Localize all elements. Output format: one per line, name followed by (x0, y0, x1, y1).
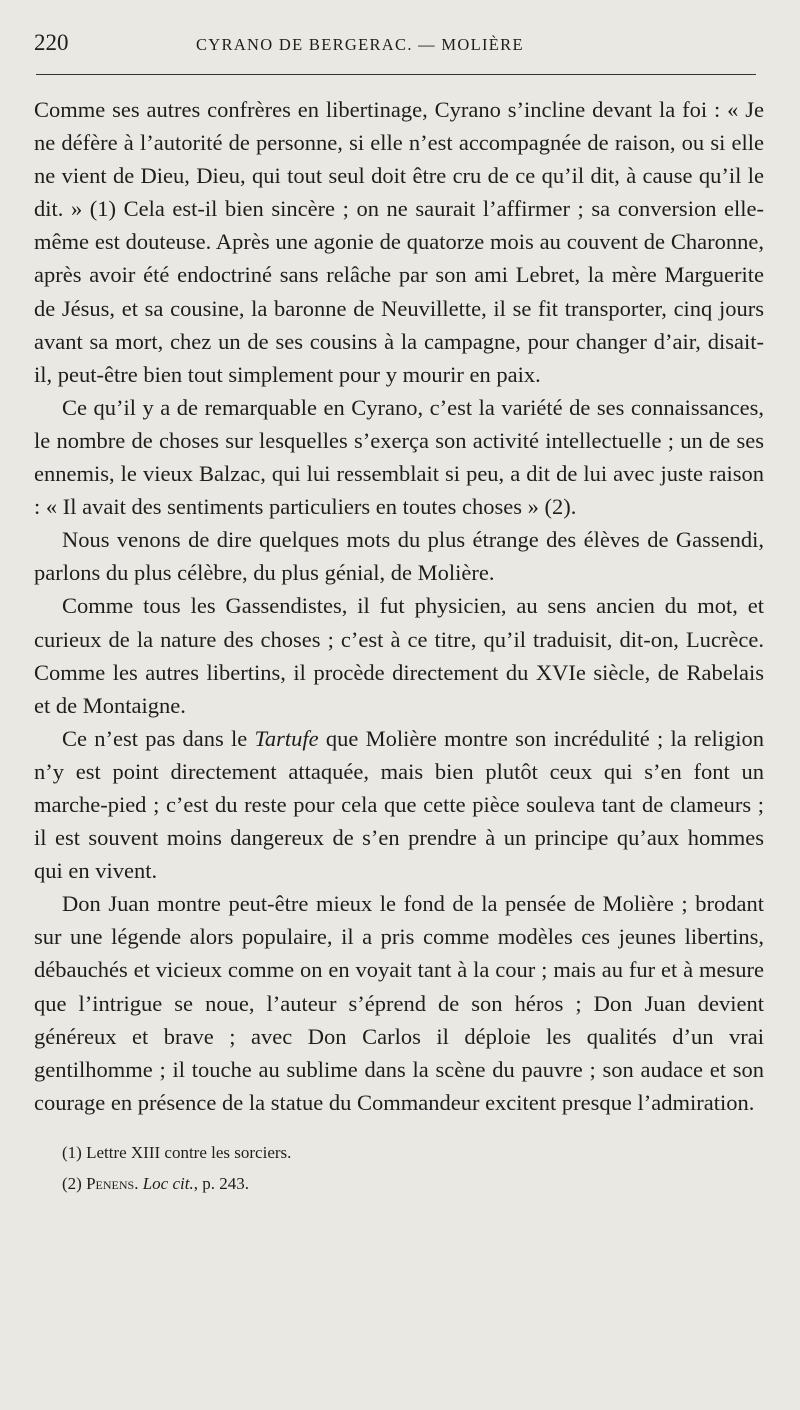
body-text (34, 93, 764, 1119)
paragraph-1: Comme ses autres confrères en libertinage, Cyrano s’incline devant la foi : « Je ne défère à l’autorité de personne, si elle n’est accompagnée de raison, ou si elle ne vient de Dieu, Dieu, qui tout seul doit être cru de ce qu’il dit, à cause qu’il le dit. » (1) Cela est-il bien sincère ; on ne saurait l’affirmer ; sa conversion elle-même est douteuse. Après une agonie de quatorze mois au couvent de Charonne, après avoir été endoctriné sans relâche par son ami Lebret, la mère Marguerite de Jésus, et sa cousine, la baronne de Neuvillette, il se fit transporter, cinq jours avant sa mort, chez un de ses cousins à la campagne, pour changer d’air, disait-il, peut-être bien tout simplement pour y mourir en paix. (34, 97, 764, 387)
paragraph-2: Ce qu’il y a de remarquable en Cyrano, c’est la variété de ses connaissances, le nombre de choses sur lesquelles s’exerça son activité intellectuelle ; un de ses ennemis, le vieux Balzac, qui lui ressemblait si peu, a dit de lui avec juste raison : « Il avait des sentiments particuliers en toutes choses » (2). (34, 394, 764, 520)
running-title: CYRANO DE BERGERAC. — MOLIÈRE (196, 35, 524, 54)
footnote-1: (1) Lettre XIII contre les sorciers. (62, 1142, 292, 1162)
play-title-tartufe: Tartufe (254, 725, 319, 751)
footnote-2-author: Penens (86, 1173, 135, 1193)
paragraph-5-text-end: que Molière montre son incrédulité ; la religion n’y est point directement attaquée, mais bien plutôt ceux qui s’en font un marche-pied ; c’est du reste pour cela que cette pièce souleva tant de clameurs ; il est souvent moins dangereux de s’en prendre à un principe qu’aux hommes qui en vivent. (34, 725, 764, 884)
paragraph-6: Don Juan montre peut-être mieux le fond de la pensée de Molière ; brodant sur une légende alors populaire, il a pris comme modèles ces jeunes libertins, débauchés et vicieux comme on en voyait tant à la cour ; mais au fur et à mesure que l’intrigue se noue, l’auteur s’éprend de son héros ; Don Juan devient généreux et brave ; avec Don Carlos il déploie les qualités d’un vrai gentilhomme ; il touche au sublime dans la scène du pauvre ; son audace et son courage en présence de la statue du Commandeur excitent presque l’admiration. (34, 891, 764, 1115)
paragraph-5-text-start: Ce n’est pas dans le (62, 725, 255, 751)
page-header (34, 30, 764, 62)
footnote-2-page: , p. 243. (193, 1173, 249, 1193)
footnotes (34, 1137, 764, 1199)
footnote-2-marker: (2) (62, 1173, 87, 1193)
paragraph-3: Nous venons de dire quelques mots du plus étrange des élèves de Gassendi, parlons du plus célèbre, du plus génial, de Molière. (34, 527, 764, 586)
page-number: 220 (34, 30, 69, 55)
footnote-2 (34, 1168, 764, 1199)
paragraph-5 (34, 722, 764, 887)
footnote-2-loc-cit: Loc cit. (142, 1173, 194, 1193)
footnote-2-separator: . (134, 1173, 143, 1193)
header-rule (36, 74, 756, 75)
paragraph-4: Comme tous les Gassendistes, il fut physicien, au sens ancien du mot, et curieux de la nature des choses ; c’est à ce titre, qu’il traduisit, dit-on, Lucrèce. Comme les autres libertins, il procède directement du XVIe siècle, de Rabelais et de Montaigne. (34, 593, 764, 718)
